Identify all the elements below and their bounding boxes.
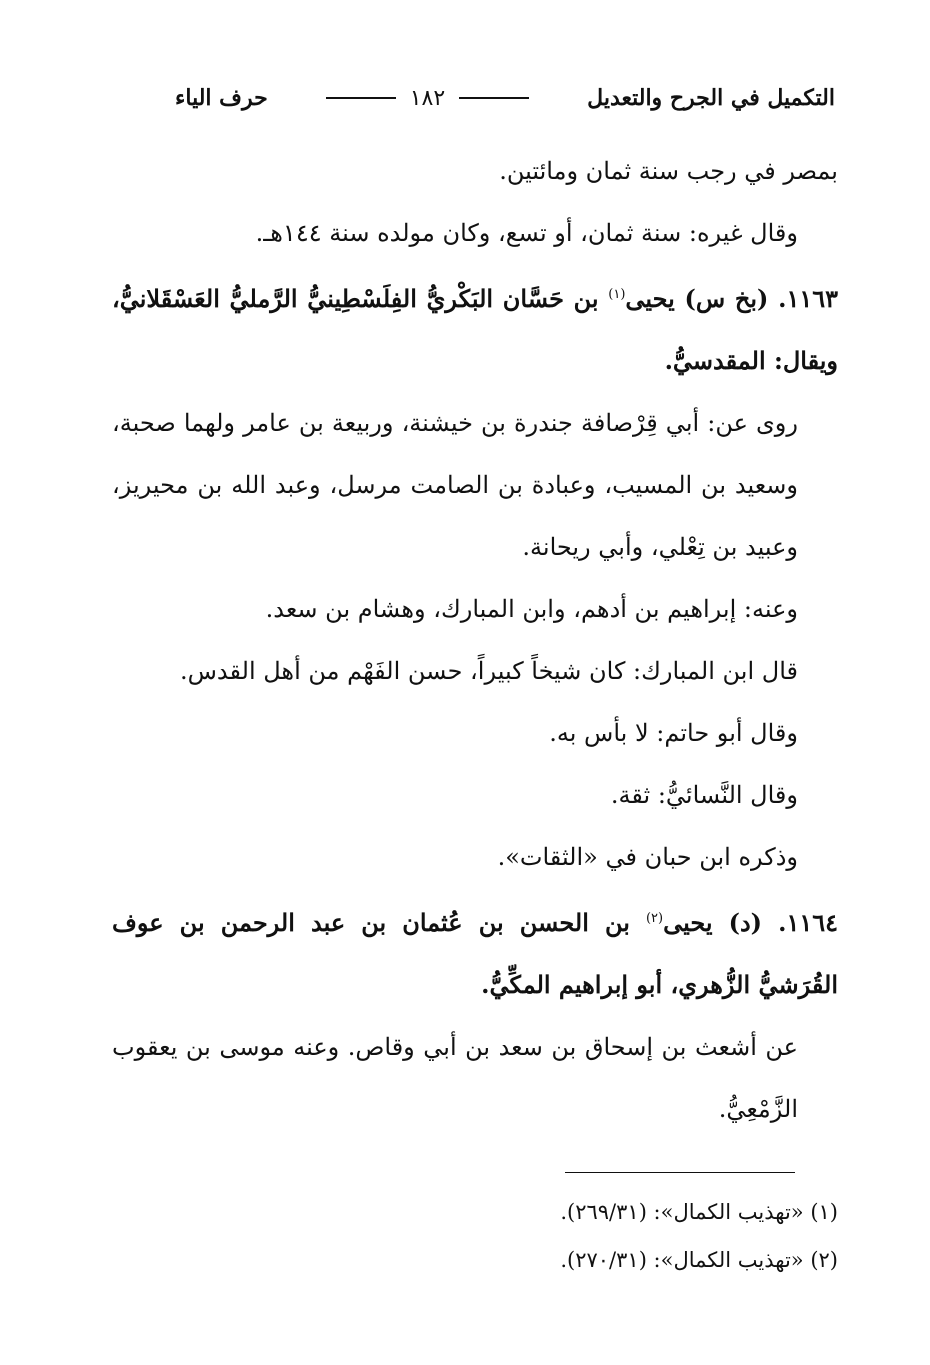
- book-title: التكميل في الجرح والتعديل: [587, 85, 835, 111]
- paragraph: عن أشعث بن إسحاق بن سعد بن أبي وقاص. وعنه موسى بن يعقوب الزَّمْعِيُّ.: [112, 1033, 798, 1123]
- footnote-ref: (١): [608, 287, 626, 302]
- section-title: حرف الياء: [175, 85, 268, 111]
- entry-head: ١١٦٤. (د) يحيى: [663, 908, 838, 937]
- paragraph: وقال أبو حاتم: لا بأس به.: [549, 719, 798, 747]
- paragraph: قال ابن المبارك: كان شيخاً كبيراً، حسن الفَهْم من أهل القدس.: [179, 657, 798, 685]
- footnote-ref: (٢): [645, 911, 664, 926]
- entry-1163: [112, 264, 838, 392]
- entry-1164: [112, 888, 838, 1016]
- paragraph: وعنه: إبراهيم بن أدهم، وابن المبارك، وهشام بن سعد.: [265, 595, 798, 623]
- paragraph: وقال النَّسائيُّ: ثقة.: [610, 781, 798, 809]
- paragraph: وذكره ابن حبان في «الثقات».: [497, 843, 798, 871]
- footnote: (٢) «تهذيب الكمال»: (٢٧٠/٣١).: [560, 1248, 838, 1272]
- paragraph: روى عن: أبي قِرْصافة جندرة بن خيشنة، وربيعة بن عامر ولهما صحبة، وسعيد بن المسيب، وعبادة بن الصامت مرسل، وعبد الله بن محيريز، وعبيد بن تِعْلي، وأبي ريحانة.: [112, 409, 798, 561]
- paragraph: وقال غيره: سنة ثمان، أو تسع، وكان مولده سنة ١٤٤هـ.: [255, 219, 798, 247]
- header-dash: [459, 97, 529, 99]
- body-text: [112, 140, 838, 1140]
- footnote: (١) «تهذيب الكمال»: (٢٦٩/٣١).: [560, 1200, 838, 1224]
- footnotes: [112, 1188, 838, 1284]
- footnote-divider: [565, 1172, 795, 1173]
- page-number-group: [326, 86, 529, 111]
- page-header: [175, 78, 835, 118]
- header-dash: [326, 97, 396, 99]
- entry-rest: بن الحسن بن عُثمان بن عبد الرحمن بن عوف القُرَشيُّ الزُّهري، أبو إبراهيم المكِّيُّ.: [112, 908, 838, 999]
- entry-head: ١١٦٣. (بخ س) يحيى: [625, 284, 838, 313]
- page-number: ١٨٢: [409, 85, 446, 111]
- entry-rest: بن حَسَّان البَكْريُّ الفِلَسْطِينيُّ الرَّمليُّ العَسْقَلانيُّ، ويقال: المقدسيُّ.: [112, 284, 838, 375]
- paragraph: بمصر في رجب سنة ثمان ومائتين.: [499, 157, 838, 185]
